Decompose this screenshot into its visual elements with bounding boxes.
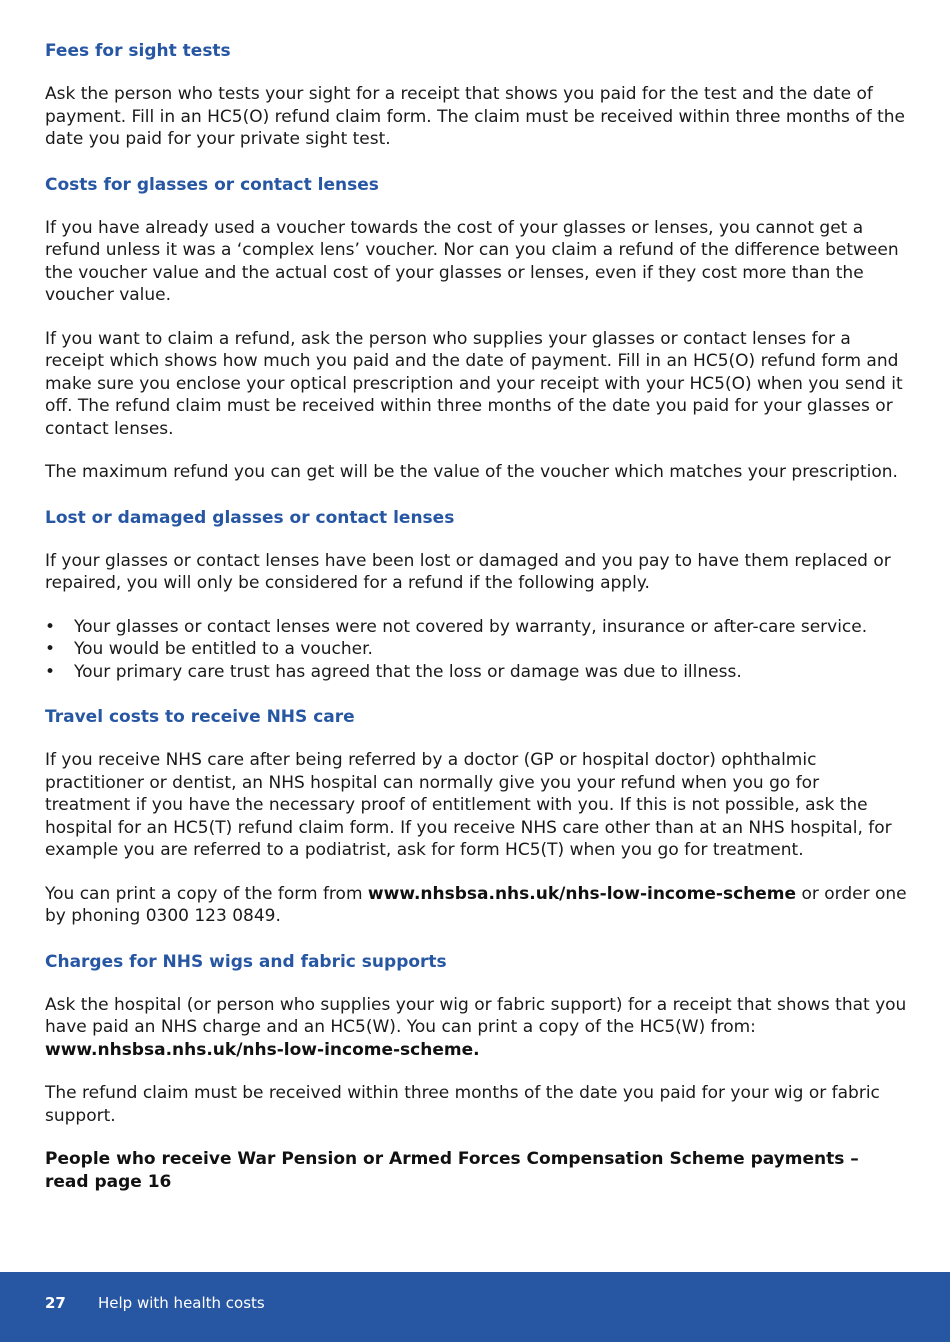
- page-footer: [0, 1272, 950, 1342]
- wigs-receipt-text: Ask the hospital (or person who supplies your wig or fabric support) for a receipt that shows that you have paid an NHS charge and an HC5(W). You can print a copy of the HC5(W) from:: [45, 994, 907, 1037]
- paragraph-sight-tests: Ask the person who tests your sight for a receipt that shows you paid for the test and the date of payment. Fill in an HC5(O) refund claim form. The claim must be received within three months of the date you paid for your private sight test.: [45, 84, 905, 149]
- conditions-list: [45, 616, 907, 684]
- list-item-text: You would be entitled to a voucher.: [74, 639, 373, 659]
- paragraph-glasses-maximum: The maximum refund you can get will be the value of the voucher which matches your prescription.: [45, 462, 898, 482]
- heading-travel-costs: Travel costs to receive NHS care: [45, 707, 355, 727]
- bullet-icon: •: [45, 616, 56, 637]
- heading-sight-tests: Fees for sight tests: [45, 41, 231, 61]
- paragraph-wigs-deadline: The refund claim must be received within three months of the date you paid for your wig or fabric support.: [45, 1083, 880, 1126]
- paragraph-travel-form: [45, 883, 907, 928]
- list-item: [45, 661, 907, 684]
- list-item-text: Your glasses or contact lenses were not covered by warranty, insurance or after-care service.: [74, 616, 868, 637]
- paragraph-travel-costs: If you receive NHS care after being referred by a doctor (GP or hospital doctor) ophthalmic practitioner or dentist, an NHS hospital can normally give you your refund when you go for treatment if you have the necessary proof of entitlement with you. If this is not possible, ask the hospital for an HC5(T) refund claim form. If you receive NHS care other than at an NHS hospital, for example you are referred to a podiatrist, ask for form HC5(T) when you go for treatment.: [45, 750, 892, 860]
- paragraph-glasses-refund: If you want to claim a refund, ask the person who supplies your glasses or contact lenses for a receipt which shows how much you paid and the date of payment. Fill in an HC5(O) refund form and make sure you enclose your optical prescription and your receipt with your HC5(O) when you send it off. The refund claim must be received within three months of the date you paid for your glasses or contact lenses.: [45, 328, 903, 439]
- document-body: [45, 38, 907, 1193]
- nhsbsa-link[interactable]: www.nhsbsa.nhs.uk/nhs-low-income-scheme: [367, 883, 797, 904]
- heading-wigs-supports: Charges for NHS wigs and fabric supports: [45, 951, 447, 972]
- list-item-text: Your primary care trust has agreed that the loss or damage was due to illness.: [74, 661, 742, 682]
- travel-form-text-after: or order one by phoning 0300 123 0849.: [45, 883, 907, 926]
- bullet-icon: •: [45, 639, 56, 659]
- footer-title: Help with health costs: [98, 1294, 265, 1312]
- page-number: 27: [45, 1294, 66, 1312]
- travel-form-text-before: You can print a copy of the form from: [45, 883, 368, 904]
- list-item: [45, 616, 907, 639]
- paragraph-wigs-receipt: [45, 994, 907, 1062]
- war-pension-note: People who receive War Pension or Armed Forces Compensation Scheme payments – read page 16: [45, 1149, 859, 1192]
- paragraph-glasses-voucher: If you have already used a voucher towards the cost of your glasses or lenses, you cannot get a refund unless it was a ‘complex lens’ voucher. Nor can you claim a refund of the difference between the voucher value and the actual cost of your glasses or lenses, even if they cost more than the voucher value.: [45, 217, 899, 305]
- bullet-icon: •: [45, 661, 56, 682]
- heading-glasses-costs: Costs for glasses or contact lenses: [45, 174, 379, 195]
- list-item: [45, 638, 907, 661]
- paragraph-lost-damaged: If your glasses or contact lenses have been lost or damaged and you pay to have them replaced or repaired, you will only be considered for a refund if the following apply.: [45, 550, 891, 593]
- nhsbsa-link-wigs[interactable]: www.nhsbsa.nhs.uk/nhs-low-income-scheme.: [45, 1039, 480, 1060]
- heading-lost-damaged: Lost or damaged glasses or contact lenses: [45, 507, 455, 528]
